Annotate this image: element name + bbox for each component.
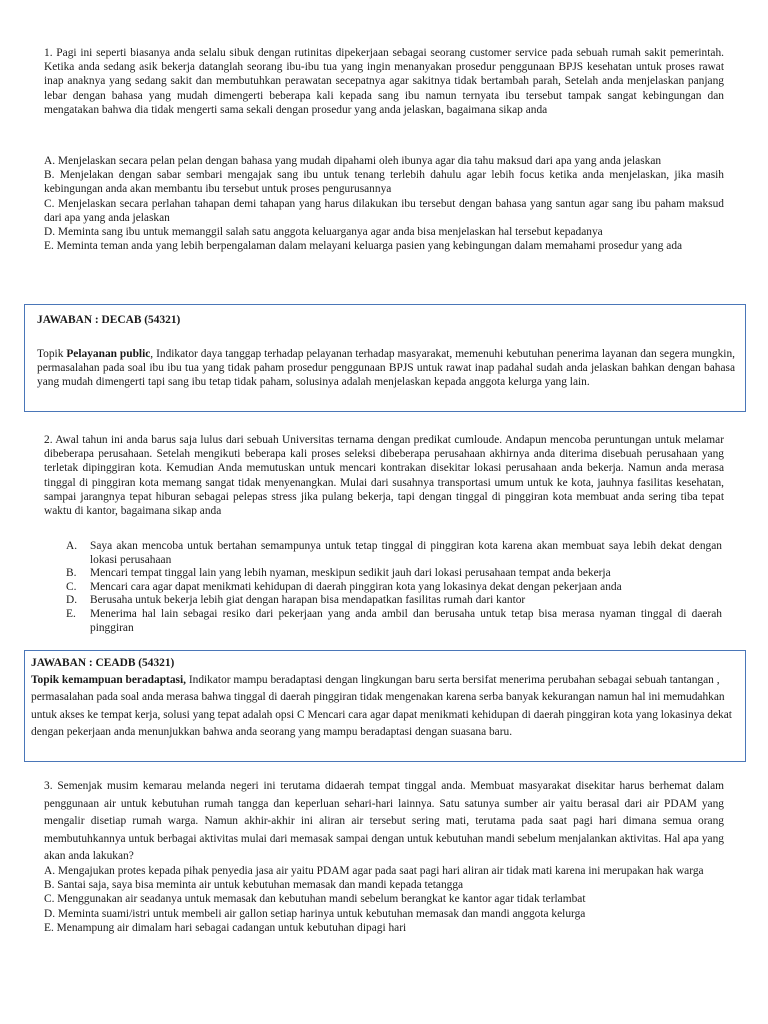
q1-option-e: E. Meminta teman anda yang lebih berpengalaman dalam melayani keluarga pasien yang kebingungan dalam memahami prosedur yang ada (44, 240, 683, 253)
q2-option-d (66, 594, 722, 608)
answer-2-title: JAWABAN : CEADB (54321) (31, 657, 175, 669)
q3-option-e: E. Menampung air dimalam hari sebagai cadangan untuk kebutuhan dipagi hari (44, 921, 407, 934)
q3-option-d: D. Meminta suami/istri untuk membeli air gallon setiap harinya untuk kebutuhan memasak dan mandi anggota kelurga (44, 907, 586, 920)
q2-option-b (66, 567, 722, 581)
question-1-text: 1. Pagi ini seperti biasanya anda selalu sibuk dengan rutinitas dipekerjaan sebagai seorang customer service pada sebuah rumah sakit pemerintah. Ketika anda sedang asik bekerja datanglah seorang ibu-ibu tua yang ingin menanyakan prosedur penggunaan BPJS kesehatan untuk proses rawat inap anaknya yang sedang sakit dan membutuhkan perawatan secepatnya agar sakitnya tidak bertambah parah, Setelah anda menjelaskan panjang lebar dengan bahasa yang mudah dimengerti beberapa kali kepada sang ibu namun ternyata ibu tersebut tampak sangat kebingungan dan mengatakan bahwa dia tidak mengerti sama sekali dengan prosedur yang anda jelaskan, bagaimana sikap anda (44, 47, 724, 116)
q3-option-b: B. Santai saja, saya bisa meminta air untuk kebutuhan memasak dan mandi kepada tetangga (44, 879, 464, 892)
q2-option-d-letter: D. (66, 594, 78, 607)
q2-option-a (66, 540, 722, 567)
q2-option-e-text: Menerima hal lain sebagai resiko dari pekerjaan yang anda ambil dan berusaha untuk tetap bisa merasa nyaman tinggal di daerah pinggiran (90, 607, 722, 634)
answer-1-prefix: Topik (37, 348, 67, 360)
answer-2-explanation (31, 672, 739, 742)
q2-option-a-text: Saya akan mencoba untuk bertahan semampunya untuk tetap tinggal di pinggiran kota karena akan membuat saya lebih dekat dengan lokasi perusahaan (90, 540, 722, 566)
q1-option-a: A. Menjelaskan secara pelan pelan dengan bahasa yang mudah dipahami oleh ibunya agar dia tahu maksud dari apa yang anda jelaskan (44, 155, 662, 167)
question-3-options (44, 864, 724, 935)
question-2-text: 2. Awal tahun ini anda barus saja lulus dari sebuah Universitas ternama dengan predikat cumloude. Andapun mencoba peruntungan untuk melamar dibeberapa perusahaan. Setelah mengikuti beberapa kali proses seleksi dibeberapa perusahaan akhirnya anda diterima disebuah perusahaan yang terletak dipinggiran kota. Kemudian Anda memutuskan untuk mencari kontrakan disekitar lokasi perusahaan anda bekerja. Namun anda merasa tinggal di pinggiran kota memang sangat tidak menyenangkan. Mulai dari susahnya transportasi umum untuk ke kota, jauhnya fasilitas kesehatan, sampai jarangnya tepat hiburan sebagai pelepas stress jika pulang bekerja, tapi dengan tinggal di pinggiran kota membuat anda sering tiba tepat waktu di kantor, bagaimana sikap anda (44, 434, 724, 518)
q1-option-b: B. Menjelakan dengan sabar sembari mengajak sang ibu untuk tenang terlebih dahulu agar lebih focus ketika anda menjelaskan, jika masih kebingungan anda akan membantu ibu tersebut untuk proses pengurusannya (44, 169, 724, 196)
q1-option-d: D. Meminta sang ibu untuk memanggil salah satu anggota keluarganya agar anda bisa menjelaskan hal tersebut kepadanya (44, 226, 603, 239)
q2-option-e-letter: E. (66, 607, 76, 620)
answer-1-title: JAWABAN : DECAB (54321) (37, 314, 181, 326)
question-3-text: 3. Semenjak musim kemarau melanda negeri ini terutama didaerah tempat tinggal anda. Membuat masyarakat disekitar harus berhemat dalam penggunaan air untuk kebutuhan rumah tangga dan keperluan sehari-hari lainnya. Satu satunya sumber air yaitu berasal dari air PDAM yang mengalir disetiap rumah warga. Namun akhir-akhir ini aliran air tersebut sering mati, terutama pada saat pagi hari dimana semua orang membutuhkannya untuk berbagai aktivitas mulai dari memasak sampai dengan untuk kebutuhan mandi sebelum menjalankan aktivitas. Hal apa yang akan anda lakukan? (44, 780, 724, 863)
answer-1-explanation (37, 347, 735, 390)
q2-option-c-text: Mencari cara agar dapat menikmati kehidupan di daerah pinggiran kota yang lokasinya dekat dengan pekerjaan anda (90, 580, 622, 593)
q1-option-c: C. Menjelaskan secara perlahan tahapan demi tahapan yang harus dilakukan ibu tersebut dengan bahasa yang santun agar sang ibu paham maksud dari apa yang anda jelaskan (44, 197, 724, 224)
q2-option-a-letter: A. (66, 540, 78, 552)
answer-1-body: , Indikator daya tanggap terhadap pelayanan terhadap masyarakat, memenuhi kebutuhan penerima layanan dan segera mungkin, permasalahan pada soal ibu ibu tua yang tidak paham prosedur penggunaan BPJS untuk rawat inap padahal sudah anda jelaskan bahkan dengan bahasa yang mudah dimengerti tapi sang ibu tetap tidak paham, solusinya adalah menjelaskan kepada anggota kelurga yang lain. (37, 348, 735, 389)
question-1-options (44, 154, 724, 253)
answer-1-topic: Pelayanan public (66, 348, 151, 360)
q2-option-c (66, 581, 722, 595)
q3-option-a: A. Mengajukan protes kepada pihak penyedia jasa air yaitu PDAM agar pada saat pagi hari aliran air tidak mati karena ini merupakan hak warga (44, 865, 704, 877)
answer-2-body: Indikator mampu beradaptasi dengan lingkungan baru serta bersifat menerima perubahan sebagai sebuah tantangan , permasalahan pada soal anda merasa bahwa tinggal di daerah pinggiran tidak mengenakan karena serba banyak kekurangan namun hal ini memudahkan untuk akses ke tempat kerja, solusi yang tepat adalah opsi C Mencari cara agar dapat menikmati kehidupan di daerah pinggiran kota yang lokasinya dekat dengan pekerjaan anda menunjukkan bahwa anda seorang yang mampu beradaptasi dengan suasana baru. (31, 674, 732, 739)
question-2-options (66, 540, 722, 635)
q2-option-c-letter: C. (66, 580, 77, 593)
q2-option-b-text: Mencari tempat tinggal lain yang lebih nyaman, meskipun sedikit jauh dari lokasi perusahaan tempat anda bekerja (90, 567, 611, 580)
answer-box-1 (24, 304, 746, 412)
q2-option-d-text: Berusaha untuk bekerja lebih giat dengan harapan bisa mendapatkan fasilitas rumah dari kantor (90, 594, 526, 607)
answer-2-topic: Topik kemampuan beradaptasi, (31, 674, 186, 686)
q3-option-c: C. Menggunakan air seadanya untuk memasak dan kebutuhan mandi sebelum berangkat ke kantor agar tidak terlambat (44, 893, 586, 906)
answer-box-2 (24, 650, 746, 762)
q2-option-e (66, 608, 722, 635)
q2-option-b-letter: B. (66, 567, 77, 580)
